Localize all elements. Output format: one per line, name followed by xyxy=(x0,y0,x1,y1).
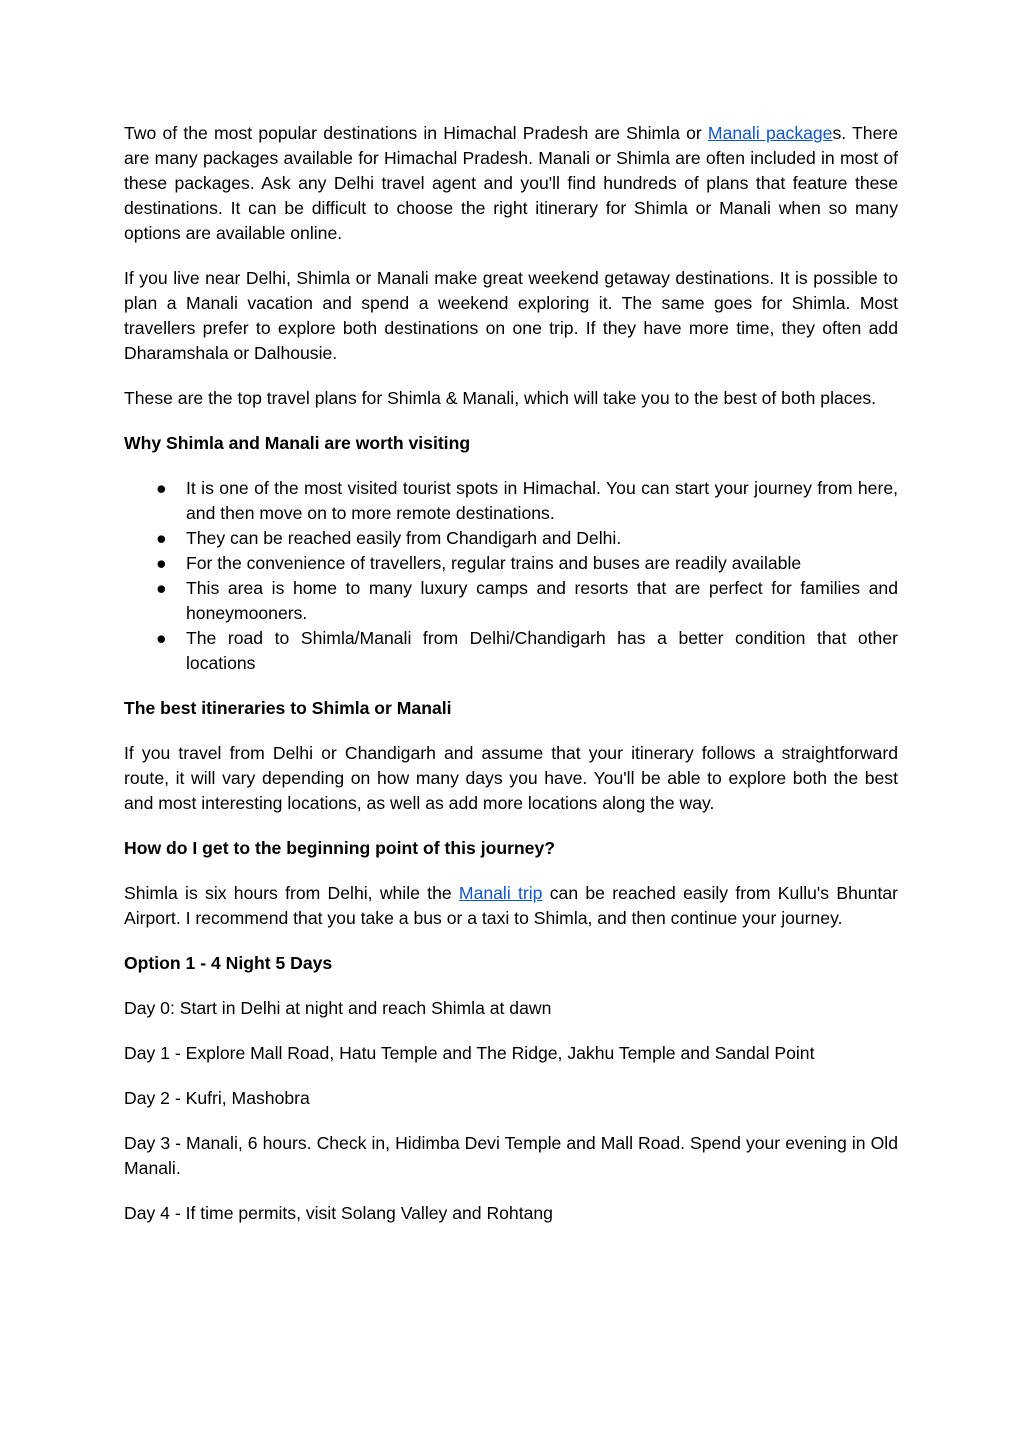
day-2-line: Day 2 - Kufri, Mashobra xyxy=(124,1088,310,1108)
start-paragraph xyxy=(124,881,898,931)
intro-paragraph-3: These are the top travel plans for Shimla & Manali, which will take you to the best of both places. xyxy=(124,388,877,408)
start-text-before-link: Shimla is six hours from Delhi, while the xyxy=(124,883,459,903)
list-item xyxy=(156,551,898,576)
bullet-icon: ● xyxy=(156,478,167,498)
bullet-icon: ● xyxy=(156,528,167,548)
itineraries-paragraph: If you travel from Delhi or Chandigarh and assume that your itinerary follows a straightforward route, it will vary depending on how many days you have. You'll be able to explore both the best and most interesting locations, as well as add more locations along the way. xyxy=(124,743,898,813)
list-item xyxy=(156,576,898,626)
manali-package-link[interactable]: Manali package xyxy=(707,123,833,143)
itineraries-heading: The best itineraries to Shimla or Manali xyxy=(124,698,452,718)
list-item xyxy=(156,476,898,526)
bullet-text: This area is home to many luxury camps and resorts that are perfect for families and honeymooners. xyxy=(186,578,898,623)
bullet-text: It is one of the most visited tourist spots in Himachal. You can start your journey from here, and then move on to more remote destinations. xyxy=(186,478,898,523)
start-text-after-link: can be reached easily from Kullu's Bhuntar Airport. I recommend that you take a bus or a taxi to Shimla, and then continue your journey. xyxy=(124,883,898,928)
intro-text-after-link: s. There are many packages available for Himachal Pradesh. Manali or Shimla are often included in most of these packages. Ask any Delhi travel agent and you'll find hundreds of plans that feature these destinations. It can be difficult to choose the right itinerary for Shimla or Manali when so many options are available online. xyxy=(124,123,898,243)
list-item xyxy=(156,526,898,551)
intro-paragraph-2: If you live near Delhi, Shimla or Manali make great weekend getaway destinations. It is possible to plan a Manali vacation and spend a weekend exploring it. The same goes for Shimla. Most travellers prefer to explore both destinations on one trip. If they have more time, they often add Dharamshala or Dalhousie. xyxy=(124,268,898,363)
day-0-line: Day 0: Start in Delhi at night and reach Shimla at dawn xyxy=(124,998,552,1018)
manali-trip-link[interactable]: Manali trip xyxy=(458,883,543,903)
why-bullet-list xyxy=(124,476,898,676)
bullet-text: The road to Shimla/Manali from Delhi/Chandigarh has a better condition that other locations xyxy=(186,628,898,673)
why-heading: Why Shimla and Manali are worth visiting xyxy=(124,433,471,453)
bullet-icon: ● xyxy=(156,553,167,573)
bullet-icon: ● xyxy=(156,578,167,598)
day-3-line: Day 3 - Manali, 6 hours. Check in, Hidimba Devi Temple and Mall Road. Spend your evening in Old Manali. xyxy=(124,1133,898,1178)
day-1-line: Day 1 - Explore Mall Road, Hatu Temple and The Ridge, Jakhu Temple and Sandal Point xyxy=(124,1043,815,1063)
option-1-heading: Option 1 - 4 Night 5 Days xyxy=(124,953,333,973)
day-4-line: Day 4 - If time permits, visit Solang Valley and Rohtang xyxy=(124,1203,553,1223)
list-item xyxy=(156,626,898,676)
intro-paragraph-1 xyxy=(124,121,898,246)
start-heading: How do I get to the beginning point of this journey? xyxy=(124,838,555,858)
bullet-text: For the convenience of travellers, regular trains and buses are readily available xyxy=(186,553,802,573)
bullet-icon: ● xyxy=(156,628,167,648)
intro-text-before-link: Two of the most popular destinations in Himachal Pradesh are Shimla or xyxy=(124,123,708,143)
bullet-text: They can be reached easily from Chandigarh and Delhi. xyxy=(186,528,622,548)
